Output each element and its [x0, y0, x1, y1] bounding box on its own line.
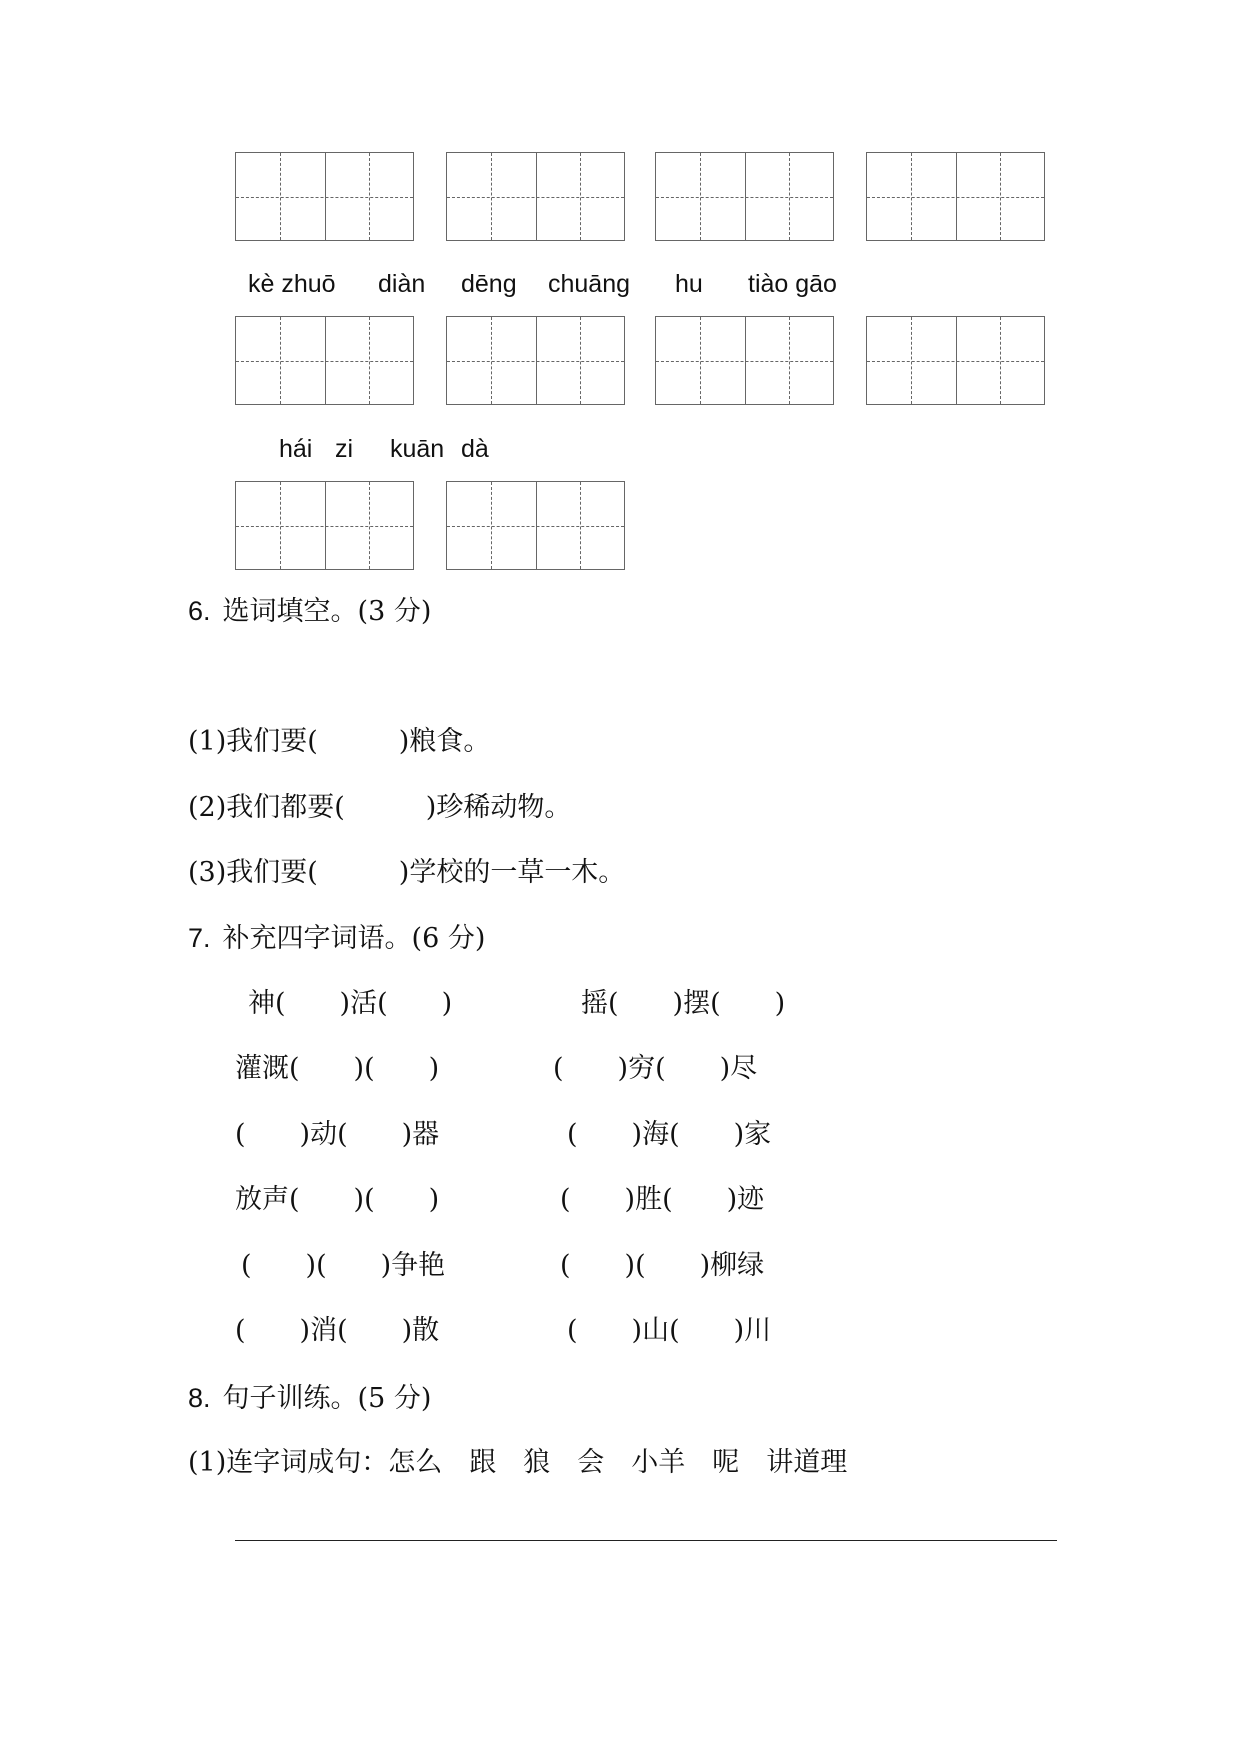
pinyin: hu: [675, 270, 703, 298]
idiom-item: ( )穷( )尽: [553, 1053, 758, 1084]
question-number: 6.: [188, 596, 211, 626]
idiom-item: ( )海( )家: [567, 1119, 772, 1150]
writing-box[interactable]: [446, 152, 625, 241]
writing-box[interactable]: [446, 481, 625, 570]
pinyin: kè zhuō: [248, 270, 336, 298]
pinyin: dēng: [461, 270, 517, 298]
idiom-item: 摇( )摆( ): [581, 988, 786, 1019]
fill-item: (2)我们都要( )珍稀动物。: [188, 792, 572, 823]
question-title: 句子训练。(5 分): [222, 1383, 432, 1414]
idiom-item: 放声( )( ): [235, 1184, 440, 1215]
writing-box[interactable]: [866, 152, 1045, 241]
question-title: 选词填空。(3 分): [222, 596, 432, 627]
idiom-item: 灌溉( )( ): [235, 1053, 440, 1084]
pinyin: zi: [335, 435, 354, 463]
fill-item: (1)我们要( )粮食。: [188, 726, 491, 757]
question-number: 8.: [188, 1383, 211, 1413]
pinyin: kuān: [390, 435, 445, 463]
pinyin: tiào gāo: [748, 270, 837, 298]
idiom-item: 神( )活( ): [248, 988, 453, 1019]
writing-box[interactable]: [866, 316, 1045, 405]
question-title: 补充四字词语。(6 分): [222, 923, 486, 954]
pinyin: chuāng: [548, 270, 631, 298]
idiom-item: ( )动( )器: [235, 1119, 440, 1150]
pinyin: hái: [279, 435, 313, 463]
writing-box[interactable]: [235, 481, 414, 570]
pinyin: dà: [461, 435, 489, 463]
question-number: 7.: [188, 923, 211, 953]
idiom-item: ( )( )争艳: [241, 1250, 446, 1281]
writing-box[interactable]: [655, 152, 834, 241]
sentence-item: (1)连字词成句：怎么 跟 狼 会 小羊 呢 讲道理: [188, 1447, 848, 1478]
answer-line[interactable]: [235, 1540, 1057, 1541]
idiom-item: ( )( )柳绿: [560, 1250, 765, 1281]
idiom-item: ( )胜( )迹: [560, 1184, 765, 1215]
idiom-item: ( )消( )散: [235, 1315, 440, 1346]
writing-box[interactable]: [235, 152, 414, 241]
pinyin: diàn: [378, 270, 426, 298]
fill-item: (3)我们要( )学校的一草一木。: [188, 857, 626, 888]
idiom-item: ( )山( )川: [567, 1315, 772, 1346]
question-7-heading: [188, 921, 485, 955]
question-8-heading: [188, 1381, 431, 1415]
writing-box[interactable]: [446, 316, 625, 405]
writing-box[interactable]: [235, 316, 414, 405]
question-6-heading: [188, 594, 431, 628]
writing-box[interactable]: [655, 316, 834, 405]
